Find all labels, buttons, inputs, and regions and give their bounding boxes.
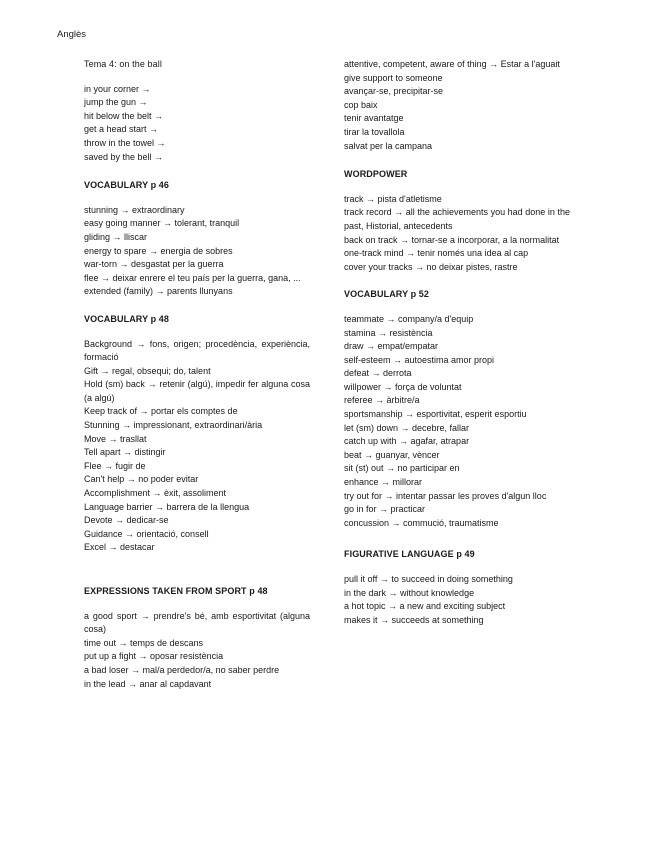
vocab-entry: sit (st) out → no participar en [344,463,460,474]
vocab-entry: saved by the bell → [84,151,164,162]
vocab-entry: in the dark → without knowledge [344,587,475,598]
vocab-entry: gliding → lliscar [84,231,148,242]
section-title: VOCABULARY p 52 [344,289,430,300]
vocab-entry: throw in the towel → [84,137,166,148]
vocab-entry: Tell apart → distingir [84,447,166,458]
vocab-entry: catch up with → agafar, atrapar [344,436,470,447]
vocab-entry: stamina → resistència [344,327,433,338]
vocab-entry: cover your tracks → no deixar pistes, rastre [344,261,518,272]
section-title: VOCABULARY p 46 [84,180,170,191]
vocab-entry: put up a fight → oposar resistència [84,651,224,662]
vocab-entry: let (sm) down → decebre, fallar [344,422,470,433]
vocab-entry: concussion → commució, traumatisme [344,517,499,528]
vocab-entry: pull it off → to succeed in doing something [344,574,513,584]
vocab-entry: Can't help → no poder evitar [84,474,199,485]
vocab-entry: attentive, competent, aware of thing → Estar a l'aguait [344,59,560,69]
section-right_sections-3 [344,548,570,627]
vocab-entry: energy to spare → energia de sobres [84,245,233,256]
vocab-entry: flee → deixar enrere el teu país per la guerra, gana, ... [84,272,301,283]
vocab-entry: makes it → succeeds at something [344,614,484,625]
section-right_sections-0 [344,58,570,153]
vocab-entry: salvat per la campana [344,140,433,151]
vocab-entry: war-torn → desgastat per la guerra [84,259,224,270]
section-left_sections-1 [84,179,310,299]
vocab-entry: Excel → destacar [84,542,155,553]
vocab-entry: Hold (sm) back → retenir (algú), impedir fer alguna cosa (a algú) [84,379,310,403]
vocab-entry: a hot topic → a new and exciting subject [344,601,506,612]
vocab-entry: self-esteem → autoestima amor propi [344,354,495,365]
vocab-entry: jump the gun → [84,97,148,108]
vocab-entry: a bad loser → mal/a perdedor/a, no saber perdre [84,664,280,675]
vocab-entry: go in for → practicar [344,504,426,515]
section-left_sections-3 [84,585,310,691]
vocab-entry: hit below the belt → [84,110,164,121]
vocab-entry: Background → fons, origen; procedència, experiència, formació [84,338,310,363]
vocab-entry: willpower → força de voluntat [344,381,462,392]
vocab-entry: stunning → extraordinary [84,204,185,215]
vocab-entry: a good sport → prendre's bé, amb esportivitat (alguna cosa) [84,610,310,635]
vocab-entry: easy going manner → tolerant, tranquil [84,218,240,229]
document-header: Anglès [57,29,87,40]
vocab-entry: sportsmanship → esportivitat, esperit esportiu [344,409,527,420]
vocab-entry: give support to someone [344,72,443,83]
vocab-entry: Move → trasllat [84,433,147,444]
vocab-entry: defeat → derrota [344,368,412,379]
vocab-entry: Guidance → orientació, consell [84,528,209,539]
vocab-entry: extended (family) → parents llunyans [84,286,233,297]
vocab-entry: time out → temps de descans [84,637,204,648]
vocab-entry: Flee → fugir de [84,460,146,471]
section-title: VOCABULARY p 48 [84,313,170,324]
vocab-entry: Devote → dedicar-se [84,515,169,526]
section-title: WORDPOWER [344,169,408,180]
vocab-entry: try out for → intentar passar les proves d'algun lloc [344,490,547,501]
vocab-entry: referee → àrbitre/a [344,395,420,406]
section-left_sections-0 [84,58,310,164]
section-right_sections-2 [344,288,570,530]
vocab-entry: get a head start → [84,124,159,135]
vocab-entry: teammate → company/a d'equip [344,313,474,324]
vocab-entry: track record → all the achievements you had done in the past, Historial, antecedents [344,207,570,231]
section-title: FIGURATIVE LANGUAGE p 49 [344,549,475,560]
vocab-entry: Keep track of → portar els comptes de [84,406,238,417]
vocab-entry: Stunning → impressionant, extraordinari/ària [84,420,263,431]
vocab-entry: Gift → regal, obsequi; do, talent [84,365,211,376]
vocab-entry: tenir avantatge [344,113,404,124]
vocab-entry: one-track mind → tenir només una idea al cap [344,248,529,259]
vocab-entry: back on track → tornar-se a incorporar, a la normalitat [344,234,560,245]
vocab-entry: enhance → millorar [344,477,423,488]
vocab-entry: in your corner → [84,83,151,94]
vocab-entry: beat → guanyar, vèncer [344,449,440,460]
vocab-entry: draw → empat/empatar [344,341,439,352]
vocab-entry: avançar-se, precipitar-se [344,86,444,97]
section-right_sections-1 [344,168,570,274]
vocab-entry: track → pista d'atletisme [344,193,442,204]
vocab-entry: Accomplishment → èxit, assoliment [84,488,227,499]
section-left_sections-2 [84,313,310,555]
right-column [344,58,570,627]
vocab-entry: tirar la tovallola [344,126,405,137]
vocab-entry: cop baix [344,99,378,110]
section-title: EXPRESSIONS TAKEN FROM SPORT p 48 [84,586,268,596]
left-column [84,58,310,691]
section-title: Tema 4: on the ball [84,59,162,69]
vocab-entry: in the lead → anar al capdavant [84,678,212,689]
vocab-entry: Language barrier → barrera de la llengua [84,501,250,512]
